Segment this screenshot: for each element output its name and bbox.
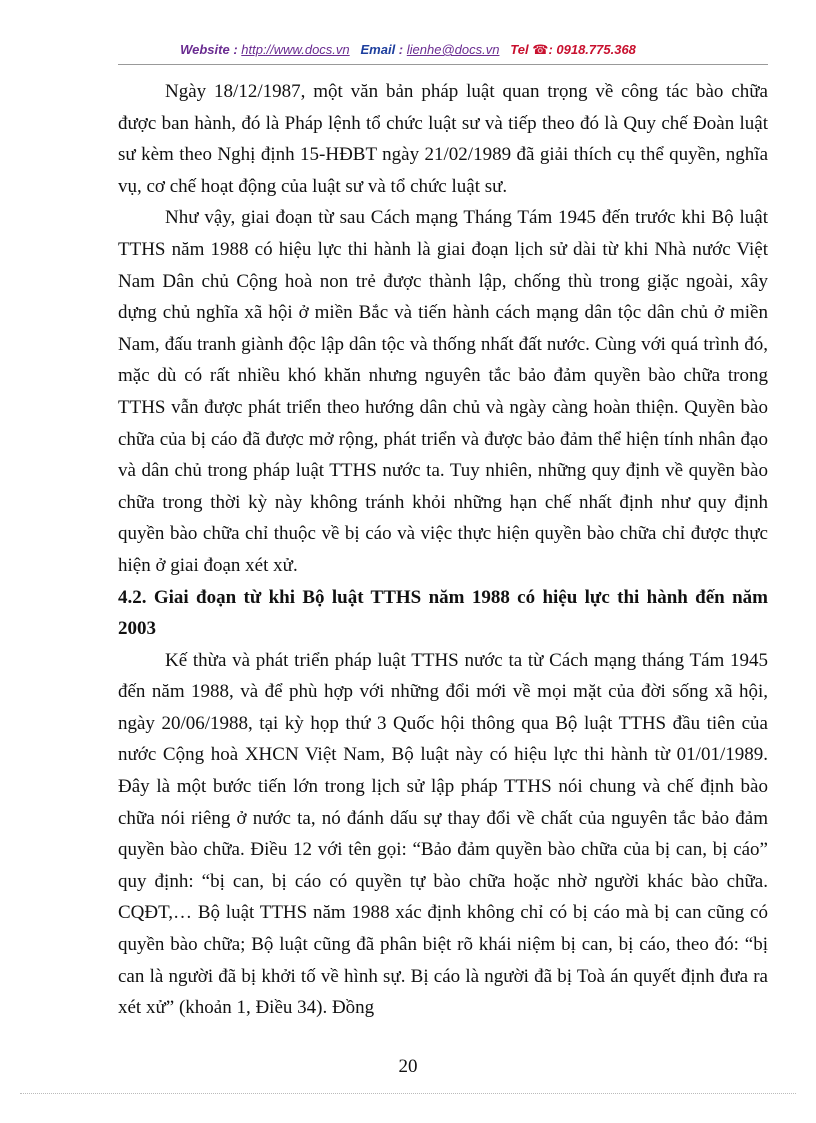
document-body [118, 76, 768, 1024]
paragraph-2: Như vậy, giai đoạn từ sau Cách mạng Tháng Tám 1945 đến trước khi Bộ luật TTHS năm 1988 có hiệu lực thi hành là giai đoạn lịch sử dài từ khi Nhà nước Việt Nam Dân chủ Cộng hoà non trẻ được thành lập, chống thù trong giặc ngoài, xây dựng chủ nghĩa xã hội ở miền Bắc và tiến hành cách mạng dân tộc dân chủ ở miền Nam, đấu tranh giành độc lập dân tộc và thống nhất đất nước. Cùng với quá trình đó, mặc dù có rất nhiều khó khăn nhưng nguyên tắc bảo đảm quyền bào chữa trong TTHS vẫn được phát triển theo hướng dân chủ và ngày càng hoàn thiện. Quyền bào chữa của bị cáo đã được mở rộng, phát triển và được bảo đảm thể hiện tính nhân đạo và dân chủ trong pháp luật TTHS nước ta. Tuy nhiên, những quy định về quyền bào chữa trong thời kỳ này không tránh khỏi những hạn chế nhất định như quy định quyền bào chữa chỉ thuộc về bị cáo và việc thực hiện quyền bào chữa chỉ được thực hiện ở giai đoạn xét xử. [118, 207, 768, 576]
tel-label: Tel [510, 42, 529, 57]
website-separator: : [229, 42, 242, 57]
email-link[interactable]: lienhe@docs.vn [406, 42, 500, 57]
footer-divider [20, 1093, 796, 1094]
tel-number: : 0918.775.368 [548, 42, 636, 57]
page-header [0, 42, 816, 58]
email-separator: : [395, 42, 407, 57]
email-label: Email [360, 42, 396, 57]
section-heading: 4.2. Giai đoạn từ khi Bộ luật TTHS năm 1988 có hiệu lực thi hành đến năm 2003 [118, 586, 768, 640]
section-paragraph: Kế thừa và phát triển pháp luật TTHS nước ta từ Cách mạng tháng Tám 1945 đến năm 1988, và để phù hợp với những đổi mới về mọi mặt của đời sống xã hội, ngày 20/06/1988, tại kỳ họp thứ 3 Quốc hội thông qua Bộ luật TTHS đầu tiên của nước Cộng hoà XHCN Việt Nam, Bộ luật này có hiệu lực thi hành từ 01/01/1989. Đây là một bước tiến lớn trong lịch sử lập pháp TTHS nói chung và chế định bào chữa nói riêng ở nước ta, nó đánh dấu sự thay đổi về chất của nguyên tắc bảo đảm quyền bào chữa. Điều 12 với tên gọi: “Bảo đảm quyền bào chữa của bị can, bị cáo” quy định: “bị can, bị cáo có quyền tự bào chữa hoặc nhờ người khác bào chữa. CQĐT,… Bộ luật TTHS năm 1988 xác định không chỉ có bị cáo mà bị can cũng có quyền bào chữa; Bộ luật cũng đã phân biệt rõ khái niệm bị can, bị cáo, theo đó: “bị can là người đã bị khởi tố về hình sự. Bị cáo là người đã bị Toà án quyết định đưa ra xét xử” (khoản 1, Điều 34). Đồng [118, 649, 768, 1019]
website-label: Website [180, 42, 230, 57]
paragraph-1: Ngày 18/12/1987, một văn bản pháp luật quan trọng về công tác bào chữa được ban hành, đó là Pháp lệnh tổ chức luật sư và tiếp theo đó là Quy chế Đoàn luật sư kèm theo Nghị định 15-HĐBT ngày 21/02/1989 đã giải thích cụ thể quyền, nghĩa vụ, cơ chế hoạt động của luật sư và tổ chức luật sư. [118, 81, 768, 197]
page-number: 20 [398, 1056, 418, 1077]
header-divider [118, 64, 768, 65]
website-link[interactable]: http://www.docs.vn [241, 42, 350, 57]
phone-icon: ☎ [532, 42, 549, 57]
